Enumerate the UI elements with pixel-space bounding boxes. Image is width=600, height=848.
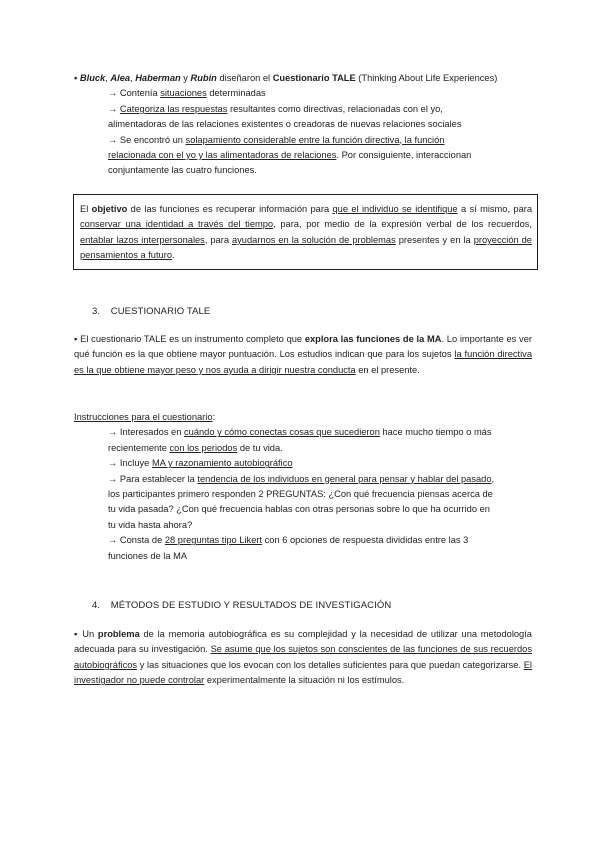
sub-item-contenia: → Contenía situaciones determinadas <box>108 88 266 99</box>
instruction-item-1: → Interesados en cuándo y cómo conectas cosas que sucedieron hace mucho tiempo o más recientemente con los periodos de tu vida. <box>108 427 492 453</box>
instruction-item-3: → Para establecer la tendencia de los individuos en general para pensar y hablar del pasado, los participantes primero responden 2 PREGUNTAS: ¿Con qué frecuencia piensas acerca de tu vida pasada? ¿Con qué frecuencia hablas con otras personas sobre lo que ha ocurrido en tu vida hasta ahora? <box>108 473 495 530</box>
sub-item-solapamiento: → Se encontró un solapamiento considerable entre la función directiva, la función relacionada con el yo y las alimentadoras de relaciones. Por consiguiente, interaccionan conjuntamente las cuatro funciones. <box>108 134 472 176</box>
instruction-item-4: → Consta de 28 preguntas tipo Likert con 6 opciones de respuesta divididas entre las 3 funciones de la MA <box>108 535 469 561</box>
instructions-section <box>74 410 532 564</box>
section-heading-4: 4. MÉTODOS DE ESTUDIO Y RESULTADOS DE INVESTIGACIÓN <box>92 600 392 611</box>
methods-paragraph: ▪ Un problema de la memoria autobiográfica es su complejidad y la necesidad de utilizar una metodología adecuada para su investigación. Se asume que los sujetos son conscientes de las funciones de sus recuerdos autobiográficos y las situaciones que los evocan con los detalles suficientes para que puedan categorizarse. El investigador no puede controlar experimentalmente la situación ni los estímulos. <box>74 629 532 686</box>
objective-box: El objetivo de las funciones es recuperar información para que el individuo se identifique a sí mismo, para conservar una identidad a través del tiempo, para, por medio de la expresión verbal de los recuerdos, entablar lazos interpersonales, para ayudarnos en la solución de problemas presentes y en la proyección de pensamientos a futuro. <box>73 194 538 270</box>
tale-authors-section <box>74 71 532 179</box>
sub-item-categoriza: → Categoriza las respuestas resultantes como directivas, relacionadas con el yo, alimentadoras de las relaciones existentes o creadoras de nuevas relaciones sociales <box>108 103 462 130</box>
tale-description-paragraph: ▪ El cuestionario TALE es un instrumento completo que explora las funciones de la MA. Lo importante es ver qué función es la que obtiene mayor puntuación. Los estudios indican que para los sujetos la función directiva es la que obtiene mayor peso y nos ayuda a dirigir nuestra conducta en el presente. <box>74 334 533 375</box>
authors-line: ▪ Bluck, Alea, Haberman y Rubin diseñaron el Cuestionario TALE (Thinking About Life Experiences) <box>74 73 498 83</box>
instructions-title: Instrucciones para el cuestionario: <box>74 412 216 422</box>
section-heading-3: 3. CUESTIONARIO TALE <box>92 306 211 317</box>
instruction-item-2: → Incluye MA y razonamiento autobiográfico <box>108 458 293 469</box>
